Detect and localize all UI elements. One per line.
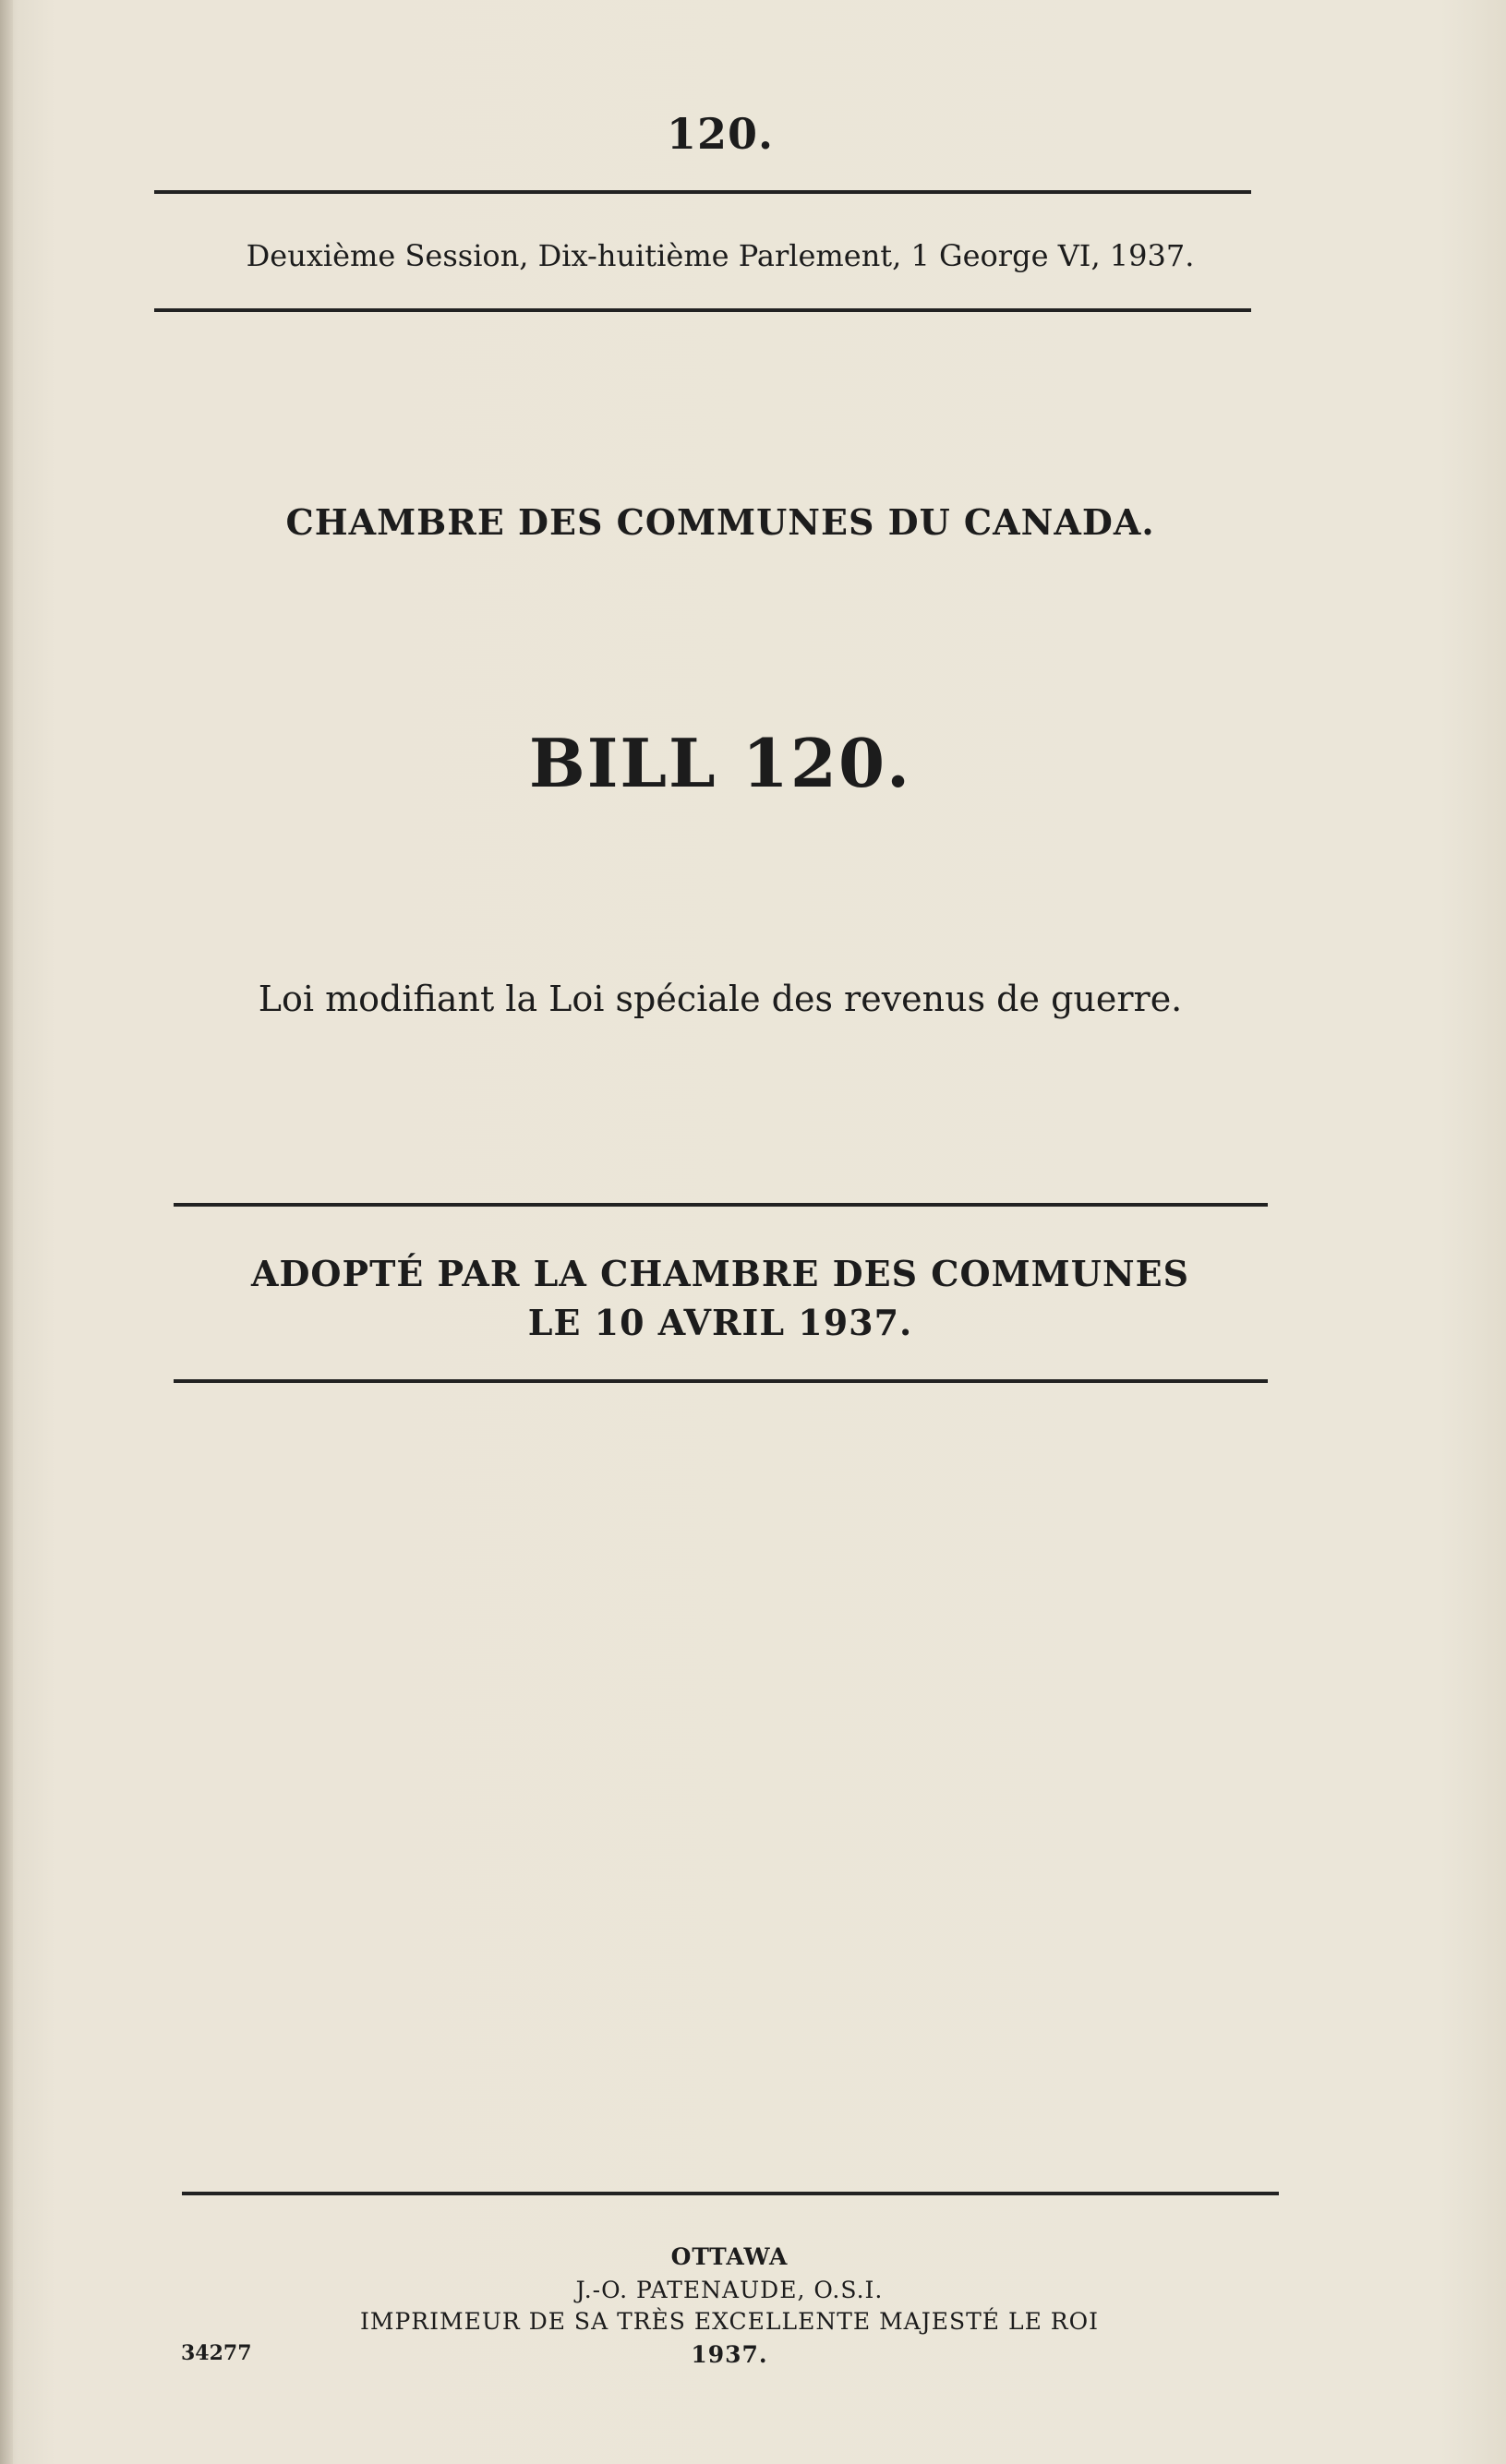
imprint-rule	[182, 2192, 1279, 2195]
passage-line-2: LE 10 AVRIL 1937.	[527, 1302, 913, 1343]
bill-subject: Loi modifiant la Loi spéciale des revenus de guerre.	[258, 979, 1183, 1019]
bill-title: BILL 120.	[528, 724, 912, 802]
passage-top-rule	[174, 1203, 1268, 1207]
print-number: 34277	[181, 2341, 252, 2365]
passage-line-1: ADOPTÉ PAR LA CHAMBRE DES COMMUNES	[250, 1253, 1190, 1294]
imprint-year: 1937.	[691, 2341, 768, 2368]
imprint-city: OTTAWA	[670, 2243, 789, 2270]
session-line: Deuxième Session, Dix-huitième Parlement, 1 George VI, 1937.	[246, 238, 1195, 273]
house-title: CHAMBRE DES COMMUNES DU CANADA.	[285, 501, 1155, 543]
page-number: 120.	[666, 109, 775, 159]
imprint-printer: J.-O. PATENAUDE, O.S.I.	[575, 2277, 884, 2303]
binding-edge	[0, 0, 13, 2464]
passage-bottom-rule	[174, 1379, 1268, 1383]
top-rule	[154, 190, 1251, 194]
session-rule	[154, 308, 1251, 312]
imprint-office: IMPRIMEUR DE SA TRÈS EXCELLENTE MAJESTÉ LE ROI	[360, 2308, 1099, 2335]
